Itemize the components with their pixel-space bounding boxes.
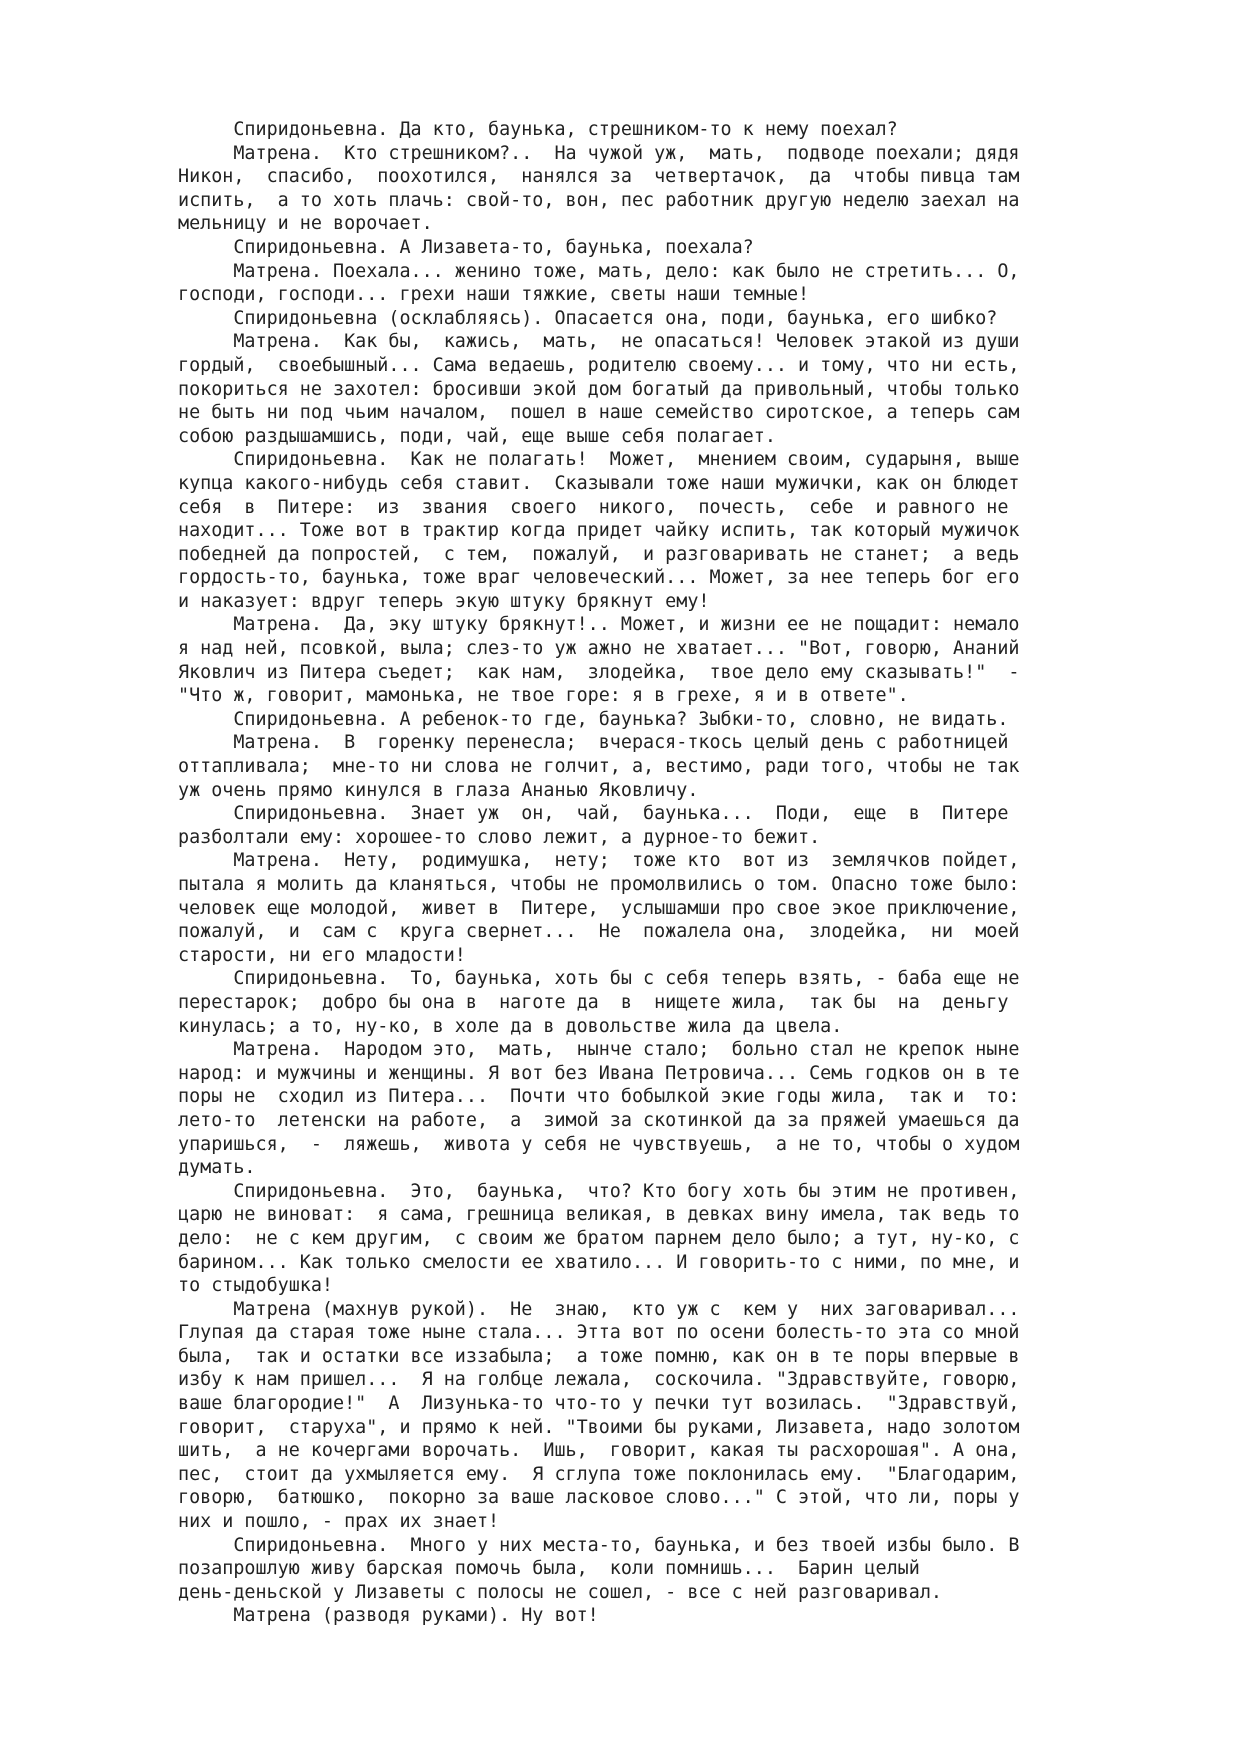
document-page [178,118,1128,1628]
text-line: покориться не захотел: бросивши экой дом богатый да привольный, чтобы только [178,378,1020,400]
text-line: себя в Питере: из звания своего никого, почесть, себе и равного не [178,496,1009,518]
text-line: думать. [178,1157,256,1179]
text-line: пожалуй, и сам с круга свернет... Не пожалела она, злодейка, ни моей [178,921,1020,943]
text-line: мельницу и не ворочает. [178,213,433,235]
text-line: поры не сходил из Питера... Почти что бобылкой экие годы жила, так и то: [178,1086,1020,1108]
text-line: Спиридоньевна. Знает уж он, чай, баунька... Поди, еще в Питере [178,803,1009,825]
text-line: человек еще молодой, живет в Питере, услышамши про свое экое приключение, [178,897,1020,919]
text-line: Спиридоньевна. Это, баунька, что? Кто богу хоть бы этим не противен, [178,1180,1020,1202]
text-line: Спиридоньевна. А Лизавета-то, баунька, поехала? [178,236,754,258]
text-line: говорю, батюшко, покорно за ваше ласковое слово..." С этой, что ли, поры у [178,1487,1020,1509]
text-line: дело: не с кем другим, с своим же братом парнем дело было; а тут, ну-ко, с [178,1227,1020,1249]
text-line: пытала я молить да кланяться, чтобы не промолвились о том. Опасно тоже было: [178,874,1020,895]
text-line: Яковлич из Питера съедет; как нам, злодейка, твое дело ему сказывать!" - [178,661,1020,683]
text-line: Спиридоньевна. Много у них места-то, баунька, и без твоей избы было. В [178,1534,1020,1556]
text-line: Матрена. Да, эку штуку брякнут!.. Может, и жизни ее не пощадит: немало [178,614,1020,636]
text-line: царю не виноват: я сама, грешница великая, в девках вину имела, так ведь то [178,1204,1020,1226]
text-line: Матрена (разводя руками). Ну вот! [178,1605,599,1627]
text-line: Матрена. Поехала... женино тоже, мать, дело: как было не стретить... О, [178,260,1020,282]
text-line: гордый, своебышный... Сама ведаешь, родителю своему... и тому, что ни есть, [178,354,1020,376]
text-line: господи, господи... грехи наши тяжкие, светы наши темные! [178,284,810,306]
text-line: Матрена (махнув рукой). Не знаю, кто уж с кем у них заговаривал... [178,1298,1020,1320]
text-line: позапрошлую живу барская помочь была, коли помнишь... Барин целый [178,1558,920,1580]
text-line: народ: и мужчины и женщины. Я вот без Ивана Петровича... Семь годков он в те [178,1062,1020,1084]
text-line: Матрена. В горенку перенесла; вчерася-ткось целый день с работницей [178,732,1009,754]
text-line: барином... Как только смелости ее хватило... И говорить-то с ними, по мне, и [178,1251,1020,1273]
text-line: Матрена. Нету, родимушка, нету; тоже кто вот из землячков пойдет, [178,850,1020,872]
text-line: кинулась; а то, ну-ко, в холе да в довольстве жила да цвела. [178,1015,843,1037]
text-line: "Что ж, говорит, мамонька, не твое горе: я в грехе, я и в ответе". [178,685,909,707]
text-line: старости, ни его младости! [178,944,466,966]
text-line: Никон, спасибо, поохотился, нанялся за четвертачок, да чтобы пивца там [178,166,1020,188]
text-line: перестарок; добро бы она в наготе да в нищете жила, так бы на деньгу [178,991,1009,1013]
text-line: Спиридоньевна. То, баунька, хоть бы с себя теперь взять, - баба еще не [178,968,1020,990]
text-line: Спиридоньевна (осклабляясь). Опасается она, поди, баунька, его шибко? [178,307,998,329]
text-line: собою раздышамшись, поди, чай, еще выше себя полагает. [178,425,776,447]
text-line: разболтали ему: хорошее-то слово лежит, а дурное-то бежит. [178,826,821,848]
text-line: упаришься, - ляжешь, живота у себя не чувствуешь, а не то, чтобы о худом [178,1133,1020,1155]
text-line: купца какого-нибудь себя ставит. Сказывали тоже наши мужички, как он блюдет [178,472,1020,494]
text-line: говорит, старуха", и прямо к ней. "Твоими бы руками, Лизавета, надо золотом [178,1416,1020,1438]
text-line: Спиридоньевна. Как не полагать! Может, мнением своим, сударыня, выше [178,449,1020,471]
text-line: гордость-то, баунька, тоже враг человеческий... Может, за нее теперь бог его [178,567,1020,589]
text-line: и наказует: вдруг теперь экую штуку брякнут ему! [178,590,710,612]
text-line: оттапливала; мне-то ни слова не голчит, а, вестимо, ради того, чтобы не так [178,756,1020,778]
text-line: уж очень прямо кинулся в глаза Ананью Яковличу. [178,779,699,801]
text-line: лето-то летенски на работе, а зимой за скотинкой да за пряжей умаешься да [178,1109,1020,1131]
text-line: не быть ни под чьим началом, пошел в наше семейство сиротское, а теперь сам [178,402,1020,424]
text-line: то стыдобушка! [178,1275,334,1297]
text-line: Матрена. Народом это, мать, нынче стало; больно стал не крепок ныне [178,1039,1020,1061]
text-line: пес, стоит да ухмыляется ему. Я сглупа тоже поклонилась ему. "Благодарим, [178,1463,1020,1485]
text-line: них и пошло, - прах их знает! [178,1511,500,1533]
text-line: я над ней, псовкой, выла; слез-то уж ажно не хватает... "Вот, говорю, Ананий [178,638,1020,660]
text-line: шить, а не кочергами ворочать. Ишь, говорит, какая ты расхорошая". А она, [178,1440,1020,1462]
text-line: Матрена. Как бы, кажись, мать, не опасаться! Человек этакой из души [178,331,1020,353]
text-line: находит... Тоже вот в трактир когда придет чайку испить, так который мужичок [178,520,1020,542]
text-line: ваше благородие!" А Лизунька-то что-то у печки тут возилась. "Здравствуй, [178,1393,1020,1415]
text-line: победней да попростей, с тем, пожалуй, и разговаривать не станет; а ведь [178,543,1020,565]
text-line: Матрена. Кто стрешником?.. На чужой уж, мать, подводе поехали; дядя [178,142,1020,164]
text-line: была, так и остатки все иззабыла; а тоже помню, как он в те поры впервые в [178,1345,1020,1367]
text-line: Глупая да старая тоже ныне стала... Этта вот по осени болесть-то эта со мной [178,1322,1020,1344]
text-line: день-деньской у Лизаветы с полосы не сошел, - все с ней разговаривал. [178,1581,942,1603]
text-line: избу к нам пришел... Я на голбце лежала, соскочила. "Здравствуйте, говорю, [178,1369,1020,1391]
text-line: Спиридоньевна. А ребенок-то где, баунька? Зыбки-то, словно, не видать. [178,708,1009,730]
text-line: Спиридоньевна. Да кто, баунька, стрешником-то к нему поехал? [178,119,898,140]
text-line: испить, а то хоть плачь: свой-то, вон, пес работник другую неделю заехал на [178,189,1020,211]
